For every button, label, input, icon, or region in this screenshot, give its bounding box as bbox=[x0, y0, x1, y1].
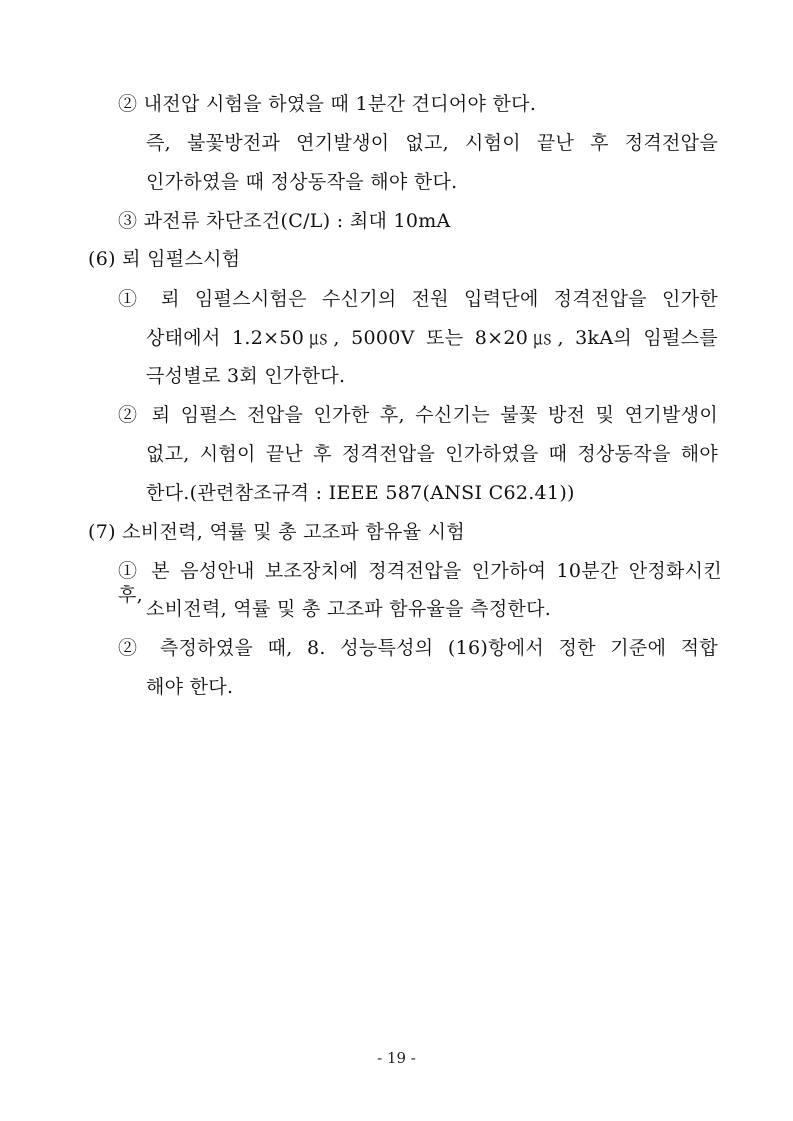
section-6-item-2-line-1: ② 뢰 임펄스 전압을 인가한 후, 수신기는 불꽃 방전 및 연기발생이 bbox=[118, 404, 718, 426]
section-7-item-1-line-1: ① 본 음성안내 보조장치에 정격전압을 인가하여 10분간 안정화시킨 후, bbox=[118, 560, 722, 606]
item-2-continuation-line-2: 인가하였을 때 정상동작을 해야 한다. bbox=[146, 171, 458, 193]
item-2-continuation-line-1: 즉, 불꽃방전과 연기발생이 없고, 시험이 끝난 후 정격전압을 bbox=[146, 132, 718, 154]
item-2-withstand-voltage: ② 내전압 시험을 하였을 때 1분간 견디어야 한다. bbox=[118, 93, 537, 115]
section-7-item-2-line-1: ② 측정하였을 때, 8. 성능특성의 (16)항에서 정한 기준에 적합 bbox=[118, 637, 718, 659]
section-6-heading: (6) 뢰 임펄스시험 bbox=[88, 248, 241, 270]
section-7-item-2-line-2: 해야 한다. bbox=[146, 676, 234, 698]
section-6-item-1-line-1: ① 뢰 임펄스시험은 수신기의 전원 입력단에 정격전압을 인가한 bbox=[118, 288, 718, 310]
page-number: - 19 - bbox=[377, 1049, 416, 1067]
section-6-item-1-line-3: 극성별로 3회 인가한다. bbox=[146, 365, 346, 387]
section-6-item-2-line-3: 한다.(관련참조규격 : IEEE 587(ANSI C62.41)) bbox=[146, 482, 575, 504]
section-6-item-1-line-2: 상태에서 1.2×50㎲, 5000V 또는 8×20㎲, 3kA의 임펄스를 bbox=[146, 327, 718, 349]
item-3-overcurrent: ③ 과전류 차단조건(C/L) : 최대 10mA bbox=[118, 210, 451, 232]
section-6-item-2-line-2: 없고, 시험이 끝난 후 정격전압을 인가하였을 때 정상동작을 해야 bbox=[146, 443, 718, 465]
section-7-item-1-line-2: 소비전력, 역률 및 총 고조파 함유율을 측정한다. bbox=[146, 598, 552, 620]
section-7-heading: (7) 소비전력, 역률 및 총 고조파 함유율 시험 bbox=[88, 521, 465, 543]
